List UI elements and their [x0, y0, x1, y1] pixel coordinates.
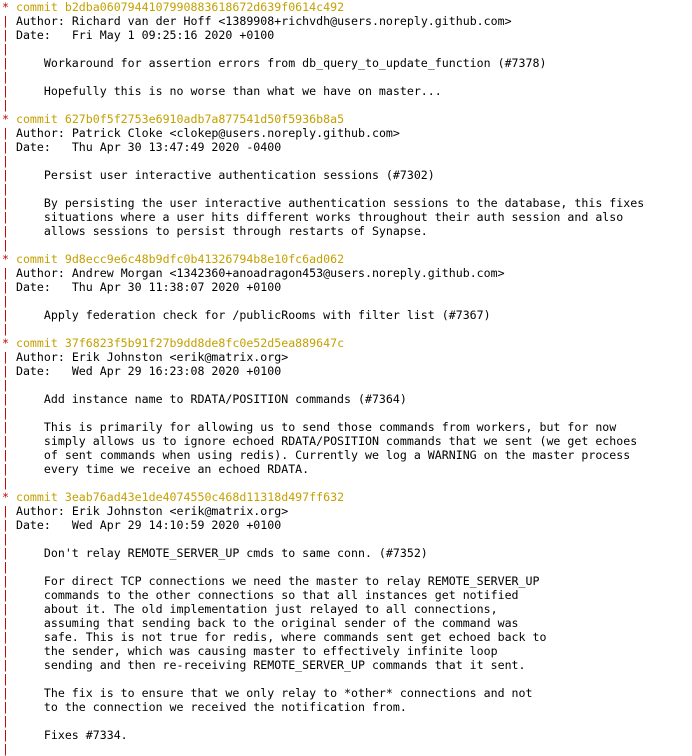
graph-pipe-line — [2, 476, 692, 490]
graph-pipe: | — [2, 700, 9, 714]
date-value: Thu Apr 30 11:38:07 2020 +0100 — [71, 280, 282, 294]
message-text: allows sessions to persist through restarts of Synapse. — [43, 224, 428, 238]
graph-pipe: | — [2, 532, 9, 546]
message-line — [2, 462, 692, 476]
message-line — [2, 686, 692, 700]
message-text: of sent commands when using redis). Currently we log a WARNING on the master process — [43, 448, 631, 462]
message-line — [2, 392, 692, 406]
graph-pipe-line — [2, 154, 692, 168]
graph-pipe-line — [2, 238, 692, 252]
message-text: Don't relay REMOTE_SERVER_UP cmds to same conn. (#7352) — [43, 546, 428, 560]
graph-pipe: | — [2, 308, 9, 322]
author-label: Author: — [15, 266, 65, 280]
graph-pipe-line — [2, 322, 692, 336]
graph-pipe-line — [2, 98, 692, 112]
date-line — [2, 140, 692, 154]
graph-pipe: | — [2, 406, 9, 420]
message-text: Apply federation check for /publicRooms with filter list (#7367) — [43, 308, 491, 322]
date-label: Date: — [15, 28, 51, 42]
graph-pipe: | — [2, 364, 9, 378]
graph-pipe: | — [2, 714, 9, 728]
graph-pipe: | — [2, 224, 9, 238]
graph-pipe: | — [2, 70, 9, 84]
commit-hash: 627b0f5f2753e6910adb7a877541d50f5936b8a5 — [64, 112, 345, 126]
commit-hash: 9d8ecc9e6c48b9dfc0b41326794b8e10fc6ad062 — [64, 252, 345, 266]
message-line — [2, 448, 692, 462]
date-value: Wed Apr 29 14:10:59 2020 +0100 — [71, 518, 282, 532]
message-text: to the connection we received the notification from. — [43, 700, 407, 714]
graph-pipe-line — [2, 70, 692, 84]
graph-pipe: | — [2, 140, 9, 154]
graph-pipe-line — [2, 714, 692, 728]
graph-star: * — [2, 490, 9, 504]
commit-line — [2, 336, 692, 350]
commit-line — [2, 252, 692, 266]
graph-pipe: | — [2, 322, 9, 336]
date-value: Fri May 1 09:25:16 2020 +0100 — [71, 28, 275, 42]
graph-pipe: | — [2, 378, 9, 392]
graph-pipe: | — [2, 728, 9, 742]
graph-pipe: | — [2, 196, 9, 210]
author-label: Author: — [15, 14, 65, 28]
date-label: Date: — [15, 140, 51, 154]
graph-pipe: | — [2, 588, 9, 602]
commit-hash: 3eab76ad43e1de4074550c468d11318d497ff632 — [64, 490, 345, 504]
date-label: Date: — [15, 364, 51, 378]
commit-line — [2, 490, 692, 504]
graph-pipe: | — [2, 742, 9, 756]
graph-pipe: | — [2, 392, 9, 406]
graph-pipe: | — [2, 266, 9, 280]
commit-line — [2, 112, 692, 126]
graph-star: * — [2, 336, 9, 350]
message-line — [2, 224, 692, 238]
graph-pipe: | — [2, 280, 9, 294]
author-value: Patrick Cloke <clokep@users.noreply.github.com> — [71, 126, 400, 140]
graph-pipe: | — [2, 42, 9, 56]
message-line — [2, 84, 692, 98]
author-line — [2, 266, 692, 280]
graph-pipe: | — [2, 420, 9, 434]
graph-pipe: | — [2, 630, 9, 644]
commit-label: commit — [15, 336, 58, 350]
commit-label: commit — [15, 252, 58, 266]
graph-pipe: | — [2, 644, 9, 658]
graph-pipe-line — [2, 182, 692, 196]
graph-pipe: | — [2, 28, 9, 42]
graph-pipe: | — [2, 560, 9, 574]
date-line — [2, 518, 692, 532]
message-text: every time we receive an echoed RDATA. — [43, 462, 310, 476]
date-value: Thu Apr 30 13:47:49 2020 -0400 — [71, 140, 282, 154]
author-value: Richard van der Hoff <1389908+richvdh@users.noreply.github.com> — [71, 14, 512, 28]
author-label: Author: — [15, 126, 65, 140]
author-label: Author: — [15, 350, 65, 364]
message-text: about it. The old implementation just relayed to all connections, — [43, 602, 498, 616]
message-text: Persist user interactive authentication sessions (#7302) — [43, 168, 435, 182]
message-line — [2, 420, 692, 434]
graph-pipe: | — [2, 294, 9, 308]
message-text: the sender, which was causing master to effectively infinite loop — [43, 644, 498, 658]
graph-pipe: | — [2, 518, 9, 532]
author-value: Erik Johnston <erik@matrix.org> — [71, 504, 289, 518]
message-line — [2, 546, 692, 560]
graph-pipe: | — [2, 238, 9, 252]
graph-star: * — [2, 0, 9, 14]
message-line — [2, 658, 692, 672]
message-line — [2, 574, 692, 588]
graph-pipe-line — [2, 406, 692, 420]
graph-pipe-line — [2, 560, 692, 574]
date-line — [2, 364, 692, 378]
graph-pipe: | — [2, 168, 9, 182]
graph-pipe: | — [2, 616, 9, 630]
graph-pipe: | — [2, 210, 9, 224]
graph-pipe-line — [2, 742, 692, 756]
message-text: Fixes #7334. — [43, 728, 128, 742]
graph-pipe: | — [2, 602, 9, 616]
message-line — [2, 56, 692, 70]
graph-pipe: | — [2, 448, 9, 462]
message-line — [2, 700, 692, 714]
date-line — [2, 280, 692, 294]
message-line — [2, 308, 692, 322]
graph-star: * — [2, 112, 9, 126]
message-text: The fix is to ensure that we only relay to *other* connections and not — [43, 686, 533, 700]
graph-pipe-line — [2, 294, 692, 308]
date-label: Date: — [15, 518, 51, 532]
graph-pipe-line — [2, 378, 692, 392]
message-text: situations where a user hits different works throughout their auth session and also — [43, 210, 624, 224]
author-label: Author: — [15, 504, 65, 518]
message-line — [2, 196, 692, 210]
message-line — [2, 602, 692, 616]
message-line — [2, 210, 692, 224]
message-line — [2, 644, 692, 658]
graph-star: * — [2, 252, 9, 266]
message-text: Add instance name to RDATA/POSITION commands (#7364) — [43, 392, 407, 406]
graph-pipe: | — [2, 126, 9, 140]
message-text: safe. This is not true for redis, where commands sent get echoed back to — [43, 630, 547, 644]
graph-pipe: | — [2, 686, 9, 700]
graph-pipe: | — [2, 14, 9, 28]
message-text: assuming that sending back to the original sender of the command was — [43, 616, 519, 630]
graph-pipe: | — [2, 84, 9, 98]
author-line — [2, 504, 692, 518]
message-line — [2, 728, 692, 742]
graph-pipe: | — [2, 434, 9, 448]
message-text: sending and then re-receiving REMOTE_SERVER_UP commands that it sent. — [43, 658, 526, 672]
message-text: Hopefully this is no worse than what we have on master... — [43, 84, 442, 98]
graph-pipe: | — [2, 672, 9, 686]
commit-hash: 37f6823f5b91f27b9dd8de8fc0e52d5ea889647c — [64, 336, 345, 350]
graph-pipe: | — [2, 56, 9, 70]
graph-pipe: | — [2, 504, 9, 518]
commit-hash: b2dba0607944107990883618672d639f0614c492 — [64, 0, 345, 14]
date-label: Date: — [15, 280, 51, 294]
message-line — [2, 434, 692, 448]
commit-label: commit — [15, 490, 58, 504]
date-line — [2, 28, 692, 42]
message-text: simply allows us to ignore echoed RDATA/POSITION commands that we sent (we get echoes — [43, 434, 638, 448]
message-text: For direct TCP connections we need the master to relay REMOTE_SERVER_UP — [43, 574, 540, 588]
graph-pipe: | — [2, 574, 9, 588]
message-line — [2, 588, 692, 602]
graph-pipe: | — [2, 658, 9, 672]
message-text: commands to the other connections so that all instances get notified — [43, 588, 519, 602]
author-line — [2, 126, 692, 140]
message-text: By persisting the user interactive authentication sessions to the database, this fixes — [43, 196, 645, 210]
graph-pipe: | — [2, 462, 9, 476]
author-value: Andrew Morgan <1342360+anoadragon453@users.noreply.github.com> — [71, 266, 505, 280]
commit-label: commit — [15, 0, 58, 14]
message-text: This is primarily for allowing us to send those commands from workers, but for now — [43, 420, 617, 434]
graph-pipe: | — [2, 182, 9, 196]
message-line — [2, 616, 692, 630]
graph-pipe: | — [2, 350, 9, 364]
author-line — [2, 14, 692, 28]
commit-label: commit — [15, 112, 58, 126]
graph-pipe: | — [2, 98, 9, 112]
graph-pipe: | — [2, 546, 9, 560]
commit-line — [2, 0, 692, 14]
graph-pipe-line — [2, 42, 692, 56]
graph-pipe-line — [2, 672, 692, 686]
graph-pipe: | — [2, 154, 9, 168]
message-text: Workaround for assertion errors from db_query_to_update_function (#7378) — [43, 56, 547, 70]
date-value: Wed Apr 29 16:23:08 2020 +0100 — [71, 364, 282, 378]
message-line — [2, 630, 692, 644]
graph-pipe-line — [2, 532, 692, 546]
author-value: Erik Johnston <erik@matrix.org> — [71, 350, 289, 364]
graph-pipe: | — [2, 476, 9, 490]
author-line — [2, 350, 692, 364]
message-line — [2, 168, 692, 182]
